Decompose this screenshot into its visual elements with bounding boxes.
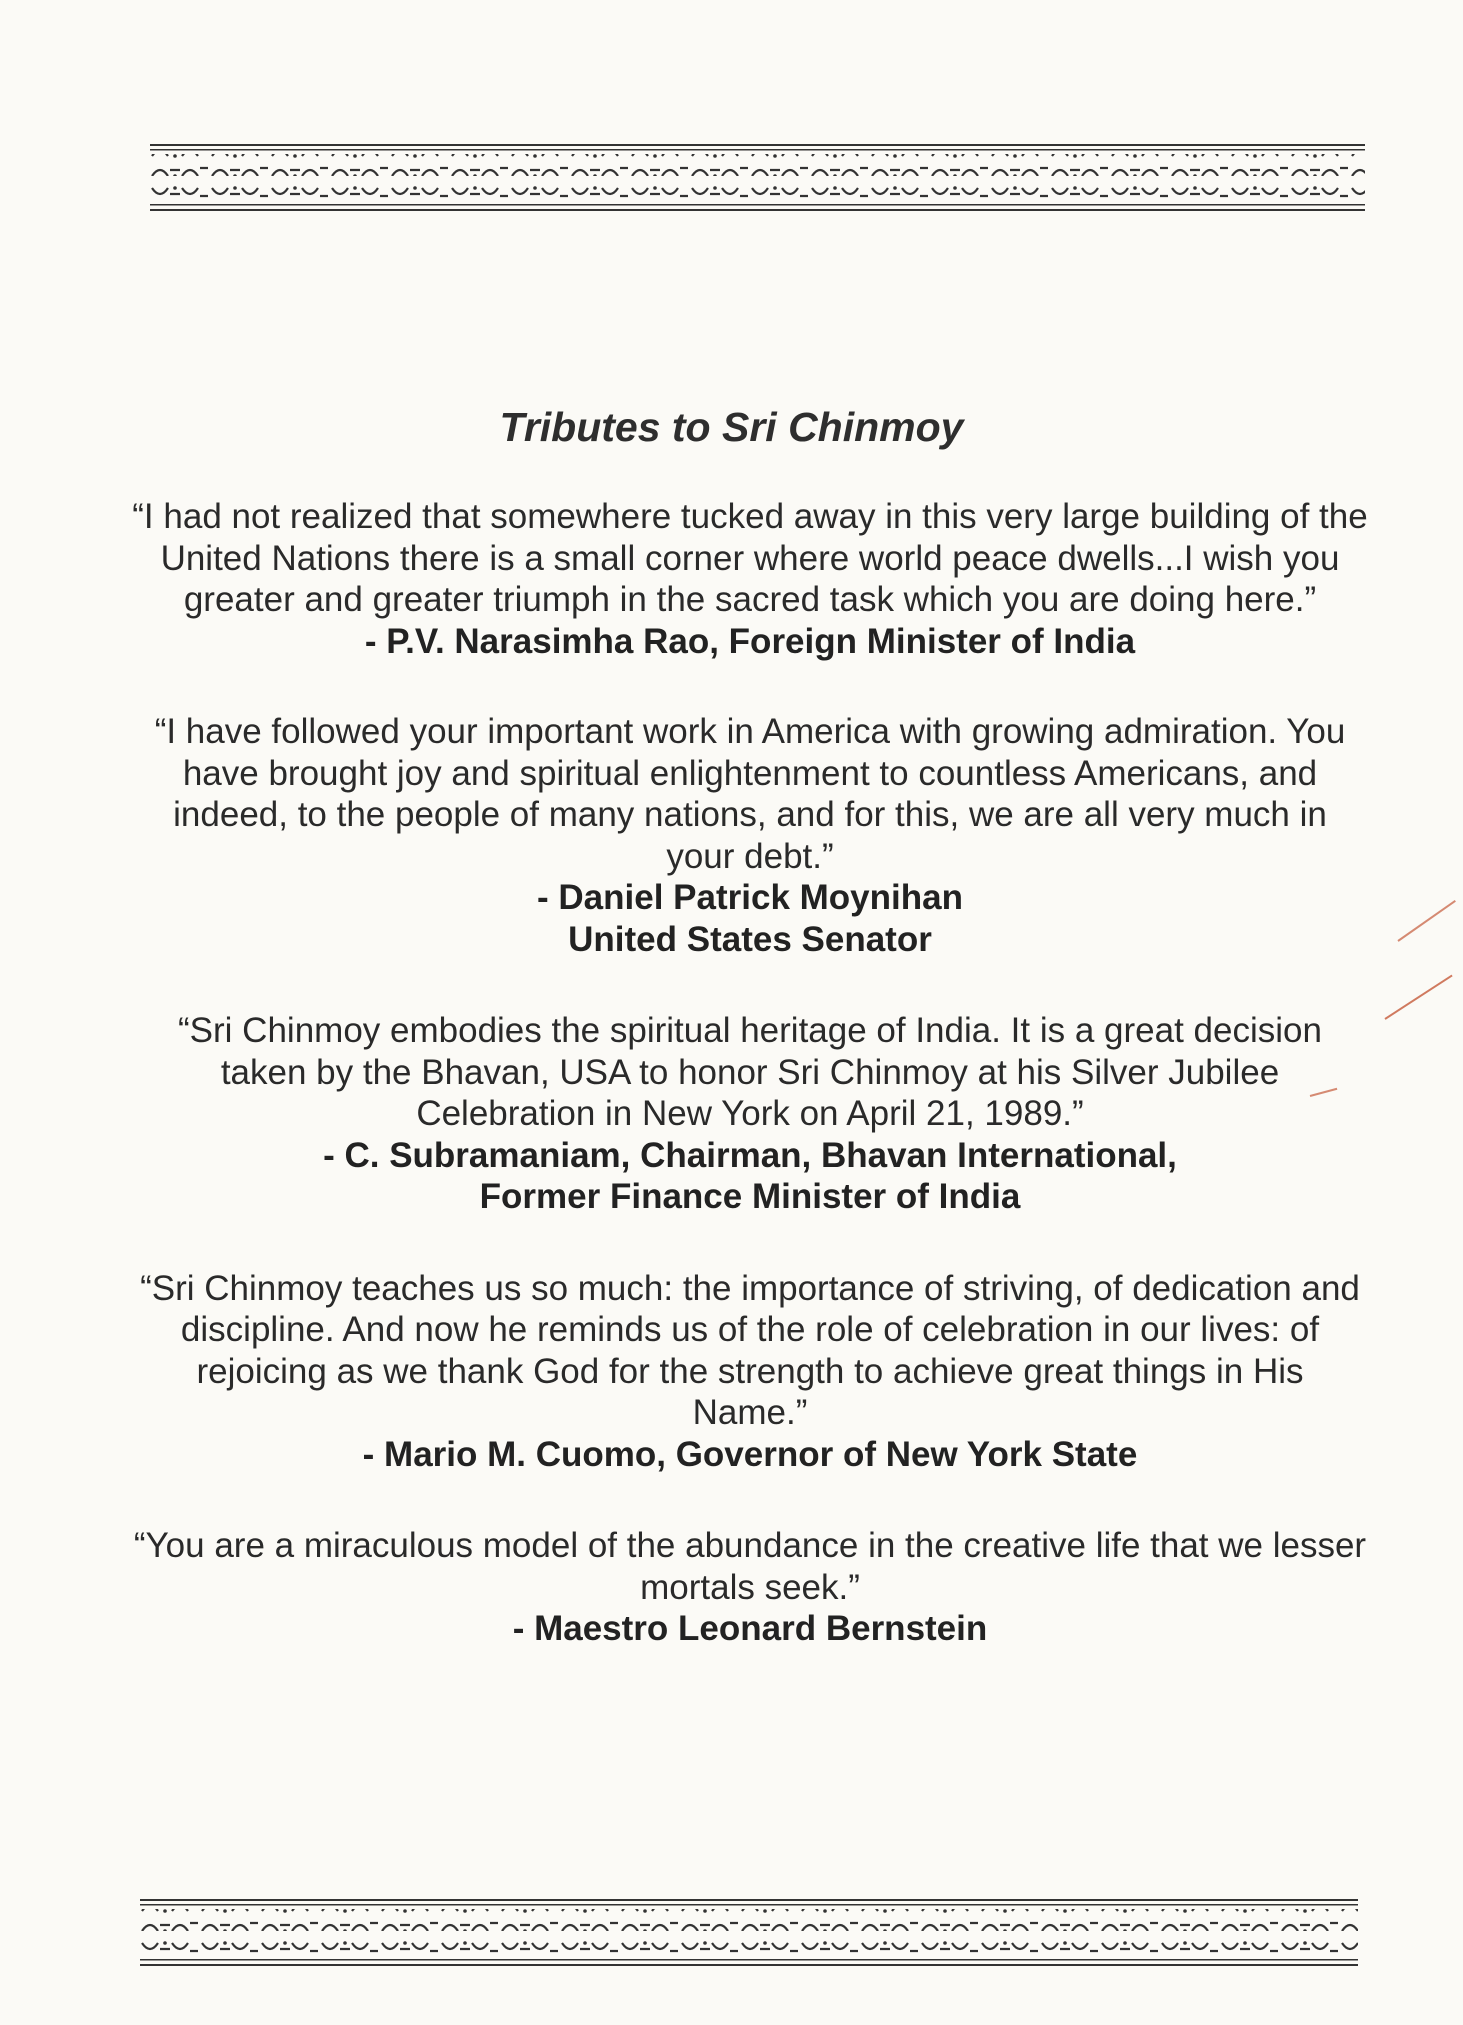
tribute-item	[130, 711, 1370, 960]
tribute-quote: “I have followed your important work in America with growing admiration. You have brought joy and spiritual enlightenment to countless Americans, and indeed, to the people of many nations, and for this, we are all very much in your debt.”	[154, 712, 1346, 876]
bottom-ornamental-border	[140, 1897, 1358, 1975]
tribute-attribution: - C. Subramaniam, Chairman, Bhavan International,	[323, 1135, 1177, 1175]
tribute-quote: “Sri Chinmoy embodies the spiritual heritage of India. It is a great decision taken by the Bhavan, USA to honor Sri Chinmoy at his Silver Jubilee Celebration in New York on April 21, 1989.”	[178, 1011, 1322, 1133]
tribute-attribution: - P.V. Narasimha Rao, Foreign Minister of India	[364, 621, 1136, 661]
top-ornamental-border	[150, 142, 1365, 220]
tribute-item	[130, 1525, 1370, 1650]
tribute-attribution: - Daniel Patrick Moynihan	[537, 878, 963, 917]
tribute-attribution: - Maestro Leonard Bernstein	[512, 1609, 988, 1648]
tribute-item	[130, 1010, 1370, 1218]
page-title: Tributes to Sri Chinmoy	[499, 404, 964, 450]
margin-pen-mark	[1384, 975, 1452, 1020]
tribute-item	[130, 1268, 1370, 1476]
tribute-quote: “You are a miraculous model of the abundance in the creative life that we lesser mortals seek.”	[133, 1526, 1367, 1607]
tribute-attribution: United States Senator	[568, 919, 932, 959]
tribute-item	[130, 496, 1370, 662]
tribute-attribution: - Mario M. Cuomo, Governor of New York State	[362, 1434, 1138, 1474]
margin-pen-mark	[1397, 900, 1455, 942]
tribute-quote: “Sri Chinmoy teaches us so much: the importance of striving, of dedication and discipline. And now he reminds us of the role of celebration in our lives: of rejoicing as we thank God for the strength to achieve great things in His Name.”	[140, 1268, 1360, 1432]
tribute-quote: “I had not realized that somewhere tucked away in this very large building of the United Nations there is a small corner where world peace dwells...I wish you greater and greater triumph in the sacred task which you are doing here.”	[132, 497, 1368, 619]
tributes-list	[130, 496, 1370, 1650]
tribute-attribution: Former Finance Minister of India	[479, 1177, 1021, 1216]
